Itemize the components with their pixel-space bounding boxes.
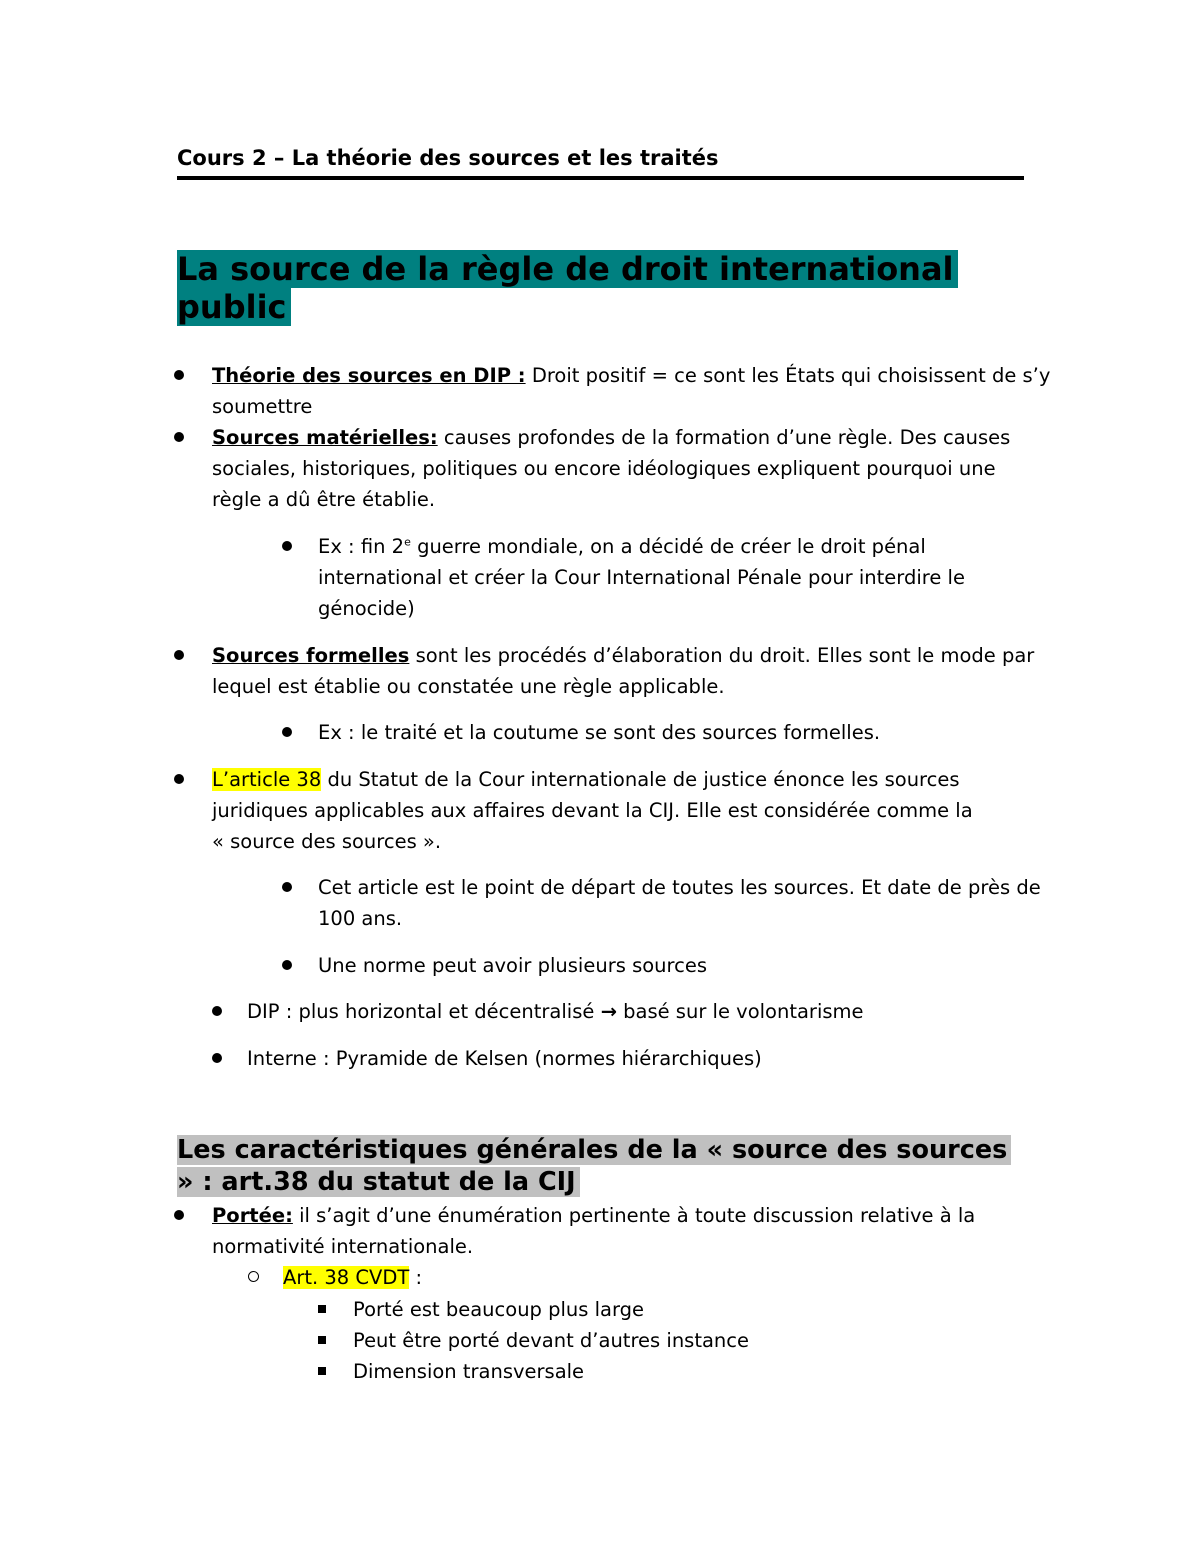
sub-list-item: Une norme peut avoir plusieurs sources <box>318 954 707 977</box>
item-text-cont: lequel est établie ou constatée une règle applicable. <box>212 675 725 698</box>
list-item: Porté est beaucoup plus large <box>353 1298 645 1321</box>
term-label: Portée: <box>212 1204 293 1227</box>
item-text-cont: normativité internationale. <box>212 1235 474 1258</box>
bullet-icon <box>212 1053 222 1063</box>
bullet-icon <box>282 882 292 892</box>
item-text-cont: règle a dû être établie. <box>212 488 436 511</box>
sub-item-text-cont: génocide) <box>318 597 415 620</box>
sub-item-text-cont: 100 ans. <box>318 907 403 930</box>
item-text: causes profondes de la formation d’une règle. Des causes <box>443 426 1011 449</box>
item-text: sont les procédés d’élaboration du droit. Elles sont le mode par <box>415 644 1035 667</box>
square-bullet-icon <box>318 1305 326 1313</box>
section2-heading-line1: Les caractéristiques générales de la « source des sources <box>177 1135 1011 1165</box>
bullet-icon <box>282 727 292 737</box>
list-item <box>212 764 960 795</box>
bullet-icon <box>282 960 292 970</box>
title-underline <box>177 176 1024 180</box>
list-item <box>212 640 1034 671</box>
highlighted-term: Art. 38 CVDT <box>283 1266 410 1289</box>
square-bullet-icon <box>318 1367 326 1375</box>
section2-heading-line2: » : art.38 du statut de la CIJ <box>177 1167 580 1197</box>
bullet-icon <box>174 650 184 660</box>
section1-heading <box>177 250 977 326</box>
bullet-icon <box>174 1210 184 1220</box>
sub-list-item <box>318 531 926 562</box>
sub-list-item: Ex : le traité et la coutume se sont des sources formelles. <box>318 721 881 744</box>
list-item <box>247 996 864 1027</box>
term-label: Théorie des sources en DIP : <box>212 364 526 387</box>
square-bullet-icon <box>318 1336 326 1344</box>
list-item: Dimension transversale <box>353 1360 585 1383</box>
item-text-cont: juridiques applicables aux affaires devant la CIJ. Elle est considérée comme la <box>212 799 973 822</box>
item-text-cont: « source des sources ». <box>212 830 442 853</box>
arrow-right-icon: → <box>600 1000 617 1023</box>
sub-item-text: guerre mondiale, on a décidé de créer le droit pénal <box>417 535 926 558</box>
term-label: Sources formelles <box>212 644 410 667</box>
list-item: Peut être porté devant d’autres instance <box>353 1329 750 1352</box>
sub-list-item: Cet article est le point de départ de toutes les sources. Et date de près de <box>318 876 1041 899</box>
item-text: du Statut de la Cour internationale de justice énonce les sources <box>327 768 960 791</box>
list-item: Interne : Pyramide de Kelsen (normes hiérarchiques) <box>247 1047 762 1070</box>
section1-heading-line1: La source de la règle de droit international <box>177 250 958 288</box>
bullet-icon <box>174 774 184 784</box>
item-text: Droit positif = ce sont les États qui choisissent de s’y <box>531 364 1051 387</box>
term-label: Sources matérielles: <box>212 426 438 449</box>
item-text-cont: sociales, historiques, politiques ou encore idéologiques expliquent pourquoi une <box>212 457 996 480</box>
section2-heading <box>177 1134 1037 1198</box>
sub-item-text: Ex : fin 2 <box>318 535 405 558</box>
item-text: DIP : plus horizontal et décentralisé <box>247 1000 595 1023</box>
item-text: basé sur le volontarisme <box>623 1000 864 1023</box>
course-title: Cours 2 – La théorie des sources et les traités <box>177 146 719 170</box>
list-item <box>212 1200 975 1231</box>
list-item <box>212 422 1010 453</box>
bullet-icon <box>282 541 292 551</box>
sub-list-item <box>283 1262 422 1293</box>
section1-heading-line2: public <box>177 288 291 326</box>
list-item <box>212 360 1050 391</box>
item-text: : <box>415 1266 423 1289</box>
circle-bullet-icon <box>248 1271 259 1282</box>
bullet-icon <box>212 1006 222 1016</box>
item-text: il s’agit d’une énumération pertinente à toute discussion relative à la <box>299 1204 976 1227</box>
bullet-icon <box>174 432 184 442</box>
item-text-cont: soumettre <box>212 395 313 418</box>
bullet-icon <box>174 370 184 380</box>
sub-item-text-cont: international et créer la Cour International Pénale pour interdire le <box>318 566 965 589</box>
highlighted-term: L’article 38 <box>212 768 322 791</box>
superscript: e <box>404 535 411 549</box>
